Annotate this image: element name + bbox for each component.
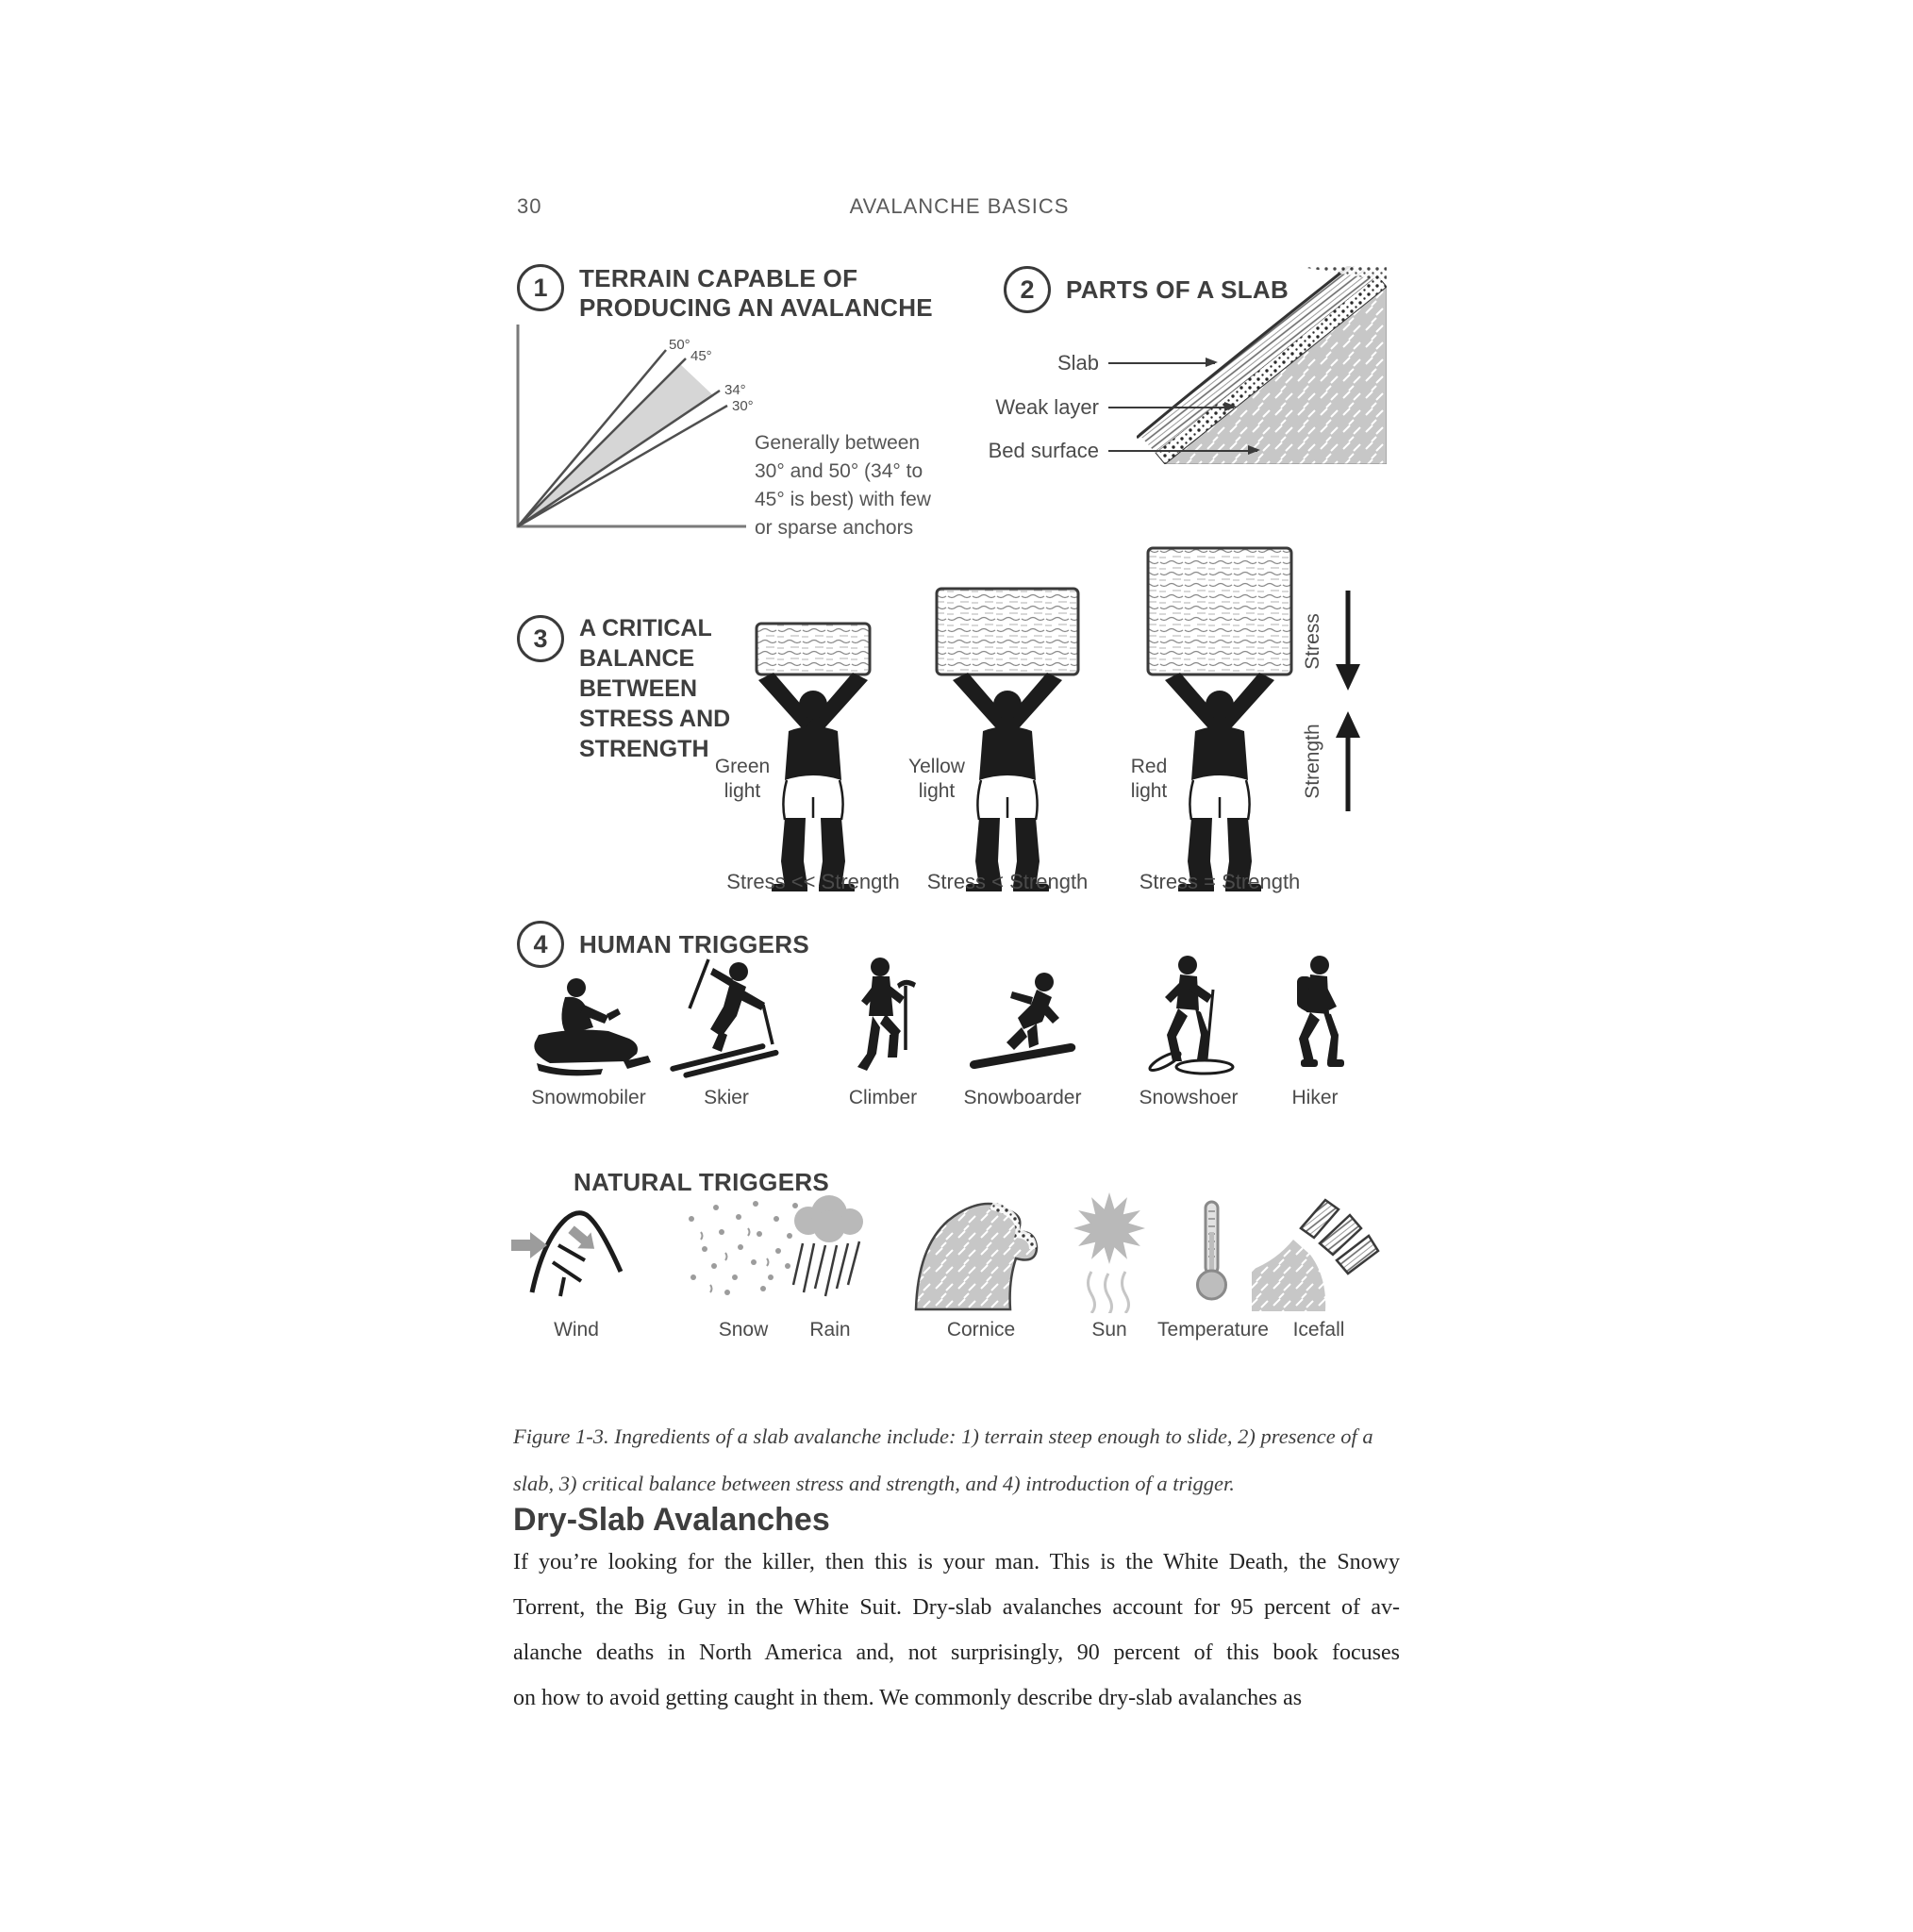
body-line: Torrent, the Big Guy in the White Suit. Dry-slab avalanches account for 95 percent of av-	[513, 1595, 1400, 1620]
skier-label: Skier	[704, 1087, 749, 1108]
panel1-title: TERRAIN CAPABLE OF PRODUCING AN AVALANCHE	[579, 264, 933, 322]
sun-label: Sun	[1091, 1319, 1127, 1341]
figure-caption: Figure 1-3. Ingredients of a slab avalanche include: 1) terrain steep enough to slide, 2) presence of a slab, 3) critical balance between stress and strength, and 4) introduction of a trigger.	[513, 1424, 1373, 1495]
balance-figure-large-icon	[1135, 533, 1305, 891]
terrain-angle-diagram	[505, 313, 769, 540]
panel4-number-badge: 4	[517, 921, 564, 968]
bed-surface-arrow	[1108, 450, 1257, 452]
panel3-number-badge: 3	[517, 615, 564, 662]
slab-parts-diagram	[1137, 266, 1387, 464]
icefall-label: Icefall	[1292, 1319, 1345, 1341]
climber-icon	[812, 948, 954, 1090]
snowboarder-icon	[952, 948, 1093, 1090]
skier-icon	[656, 948, 797, 1090]
temperature-label: Temperature	[1157, 1319, 1269, 1341]
rain-icon	[759, 1191, 901, 1313]
yellow-light-label: Yellow light	[908, 756, 965, 802]
relation-red: Stress = Strength	[1139, 870, 1301, 893]
relation-yellow: Stress < Strength	[926, 870, 1089, 893]
balance-figure-small-icon	[728, 533, 898, 891]
panel2-number-badge: 2	[1004, 266, 1051, 313]
body-line: alanche deaths in North America and, not surprisingly, 90 percent of this book focuses	[513, 1641, 1400, 1665]
weak-layer-label: Weak layer	[995, 395, 1099, 419]
rain-label: Rain	[809, 1319, 851, 1341]
angle-label-45: 45°	[690, 348, 712, 364]
body-line: on how to avoid getting caught in them. We commonly describe dry-slab avalanches as	[513, 1686, 1303, 1710]
wind-label: Wind	[554, 1319, 599, 1341]
snowboarder-label: Snowboarder	[963, 1087, 1082, 1108]
panel1-number-badge: 1	[517, 264, 564, 311]
balance-figure-medium-icon	[923, 533, 1092, 891]
snowmobiler-icon	[518, 948, 659, 1090]
panel4-title: HUMAN TRIGGERS	[579, 930, 809, 958]
climber-label: Climber	[848, 1087, 918, 1108]
panel2-title: PARTS OF A SLAB	[1066, 275, 1289, 304]
red-light-label: Red light	[1130, 756, 1168, 802]
bed-surface-label: Bed surface	[988, 439, 1099, 462]
hiker-label: Hiker	[1291, 1087, 1339, 1108]
natural-triggers-title: NATURAL TRIGGERS	[574, 1168, 830, 1196]
strength-up-arrow-icon	[1332, 709, 1364, 815]
strength-axis-label: Strength	[1302, 724, 1323, 799]
running-header: AVALANCHE BASICS	[849, 194, 1070, 218]
icefall-icon	[1248, 1191, 1389, 1313]
weak-layer-arrow	[1108, 407, 1234, 408]
relation-green: Stress << Strength	[726, 870, 900, 893]
hiker-icon	[1244, 948, 1386, 1090]
green-light-label: Green light	[714, 756, 771, 802]
body-line: If you’re looking for the killer, then this is your man. This is the White Death, the Snowy	[513, 1550, 1400, 1574]
snowshoer-icon	[1118, 948, 1259, 1090]
panel1-note: Generally between 30° and 50° (34° to 45° is best) with few or sparse anchors	[755, 432, 931, 539]
body-paragraph	[513, 1540, 1400, 1721]
snow-label: Snow	[718, 1319, 769, 1341]
angle-label-50: 50°	[669, 337, 690, 353]
snowshoer-label: Snowshoer	[1139, 1087, 1239, 1108]
wind-icon	[506, 1191, 647, 1313]
slab-label: Slab	[1056, 351, 1099, 375]
cornice-label: Cornice	[946, 1319, 1016, 1341]
slab-arrow	[1108, 362, 1215, 364]
stress-axis-label: Stress	[1302, 613, 1323, 670]
page-number: 30	[517, 194, 542, 218]
section-heading: Dry-Slab Avalanches	[513, 1502, 830, 1538]
stress-down-arrow-icon	[1332, 587, 1364, 692]
angle-label-34: 34°	[724, 382, 746, 398]
angle-label-30: 30°	[732, 398, 754, 414]
snowmobiler-label: Snowmobiler	[531, 1087, 646, 1108]
panel3-title: A CRITICAL BALANCE BETWEEN STRESS AND STRENGTH	[579, 615, 731, 762]
cornice-icon	[910, 1191, 1052, 1313]
